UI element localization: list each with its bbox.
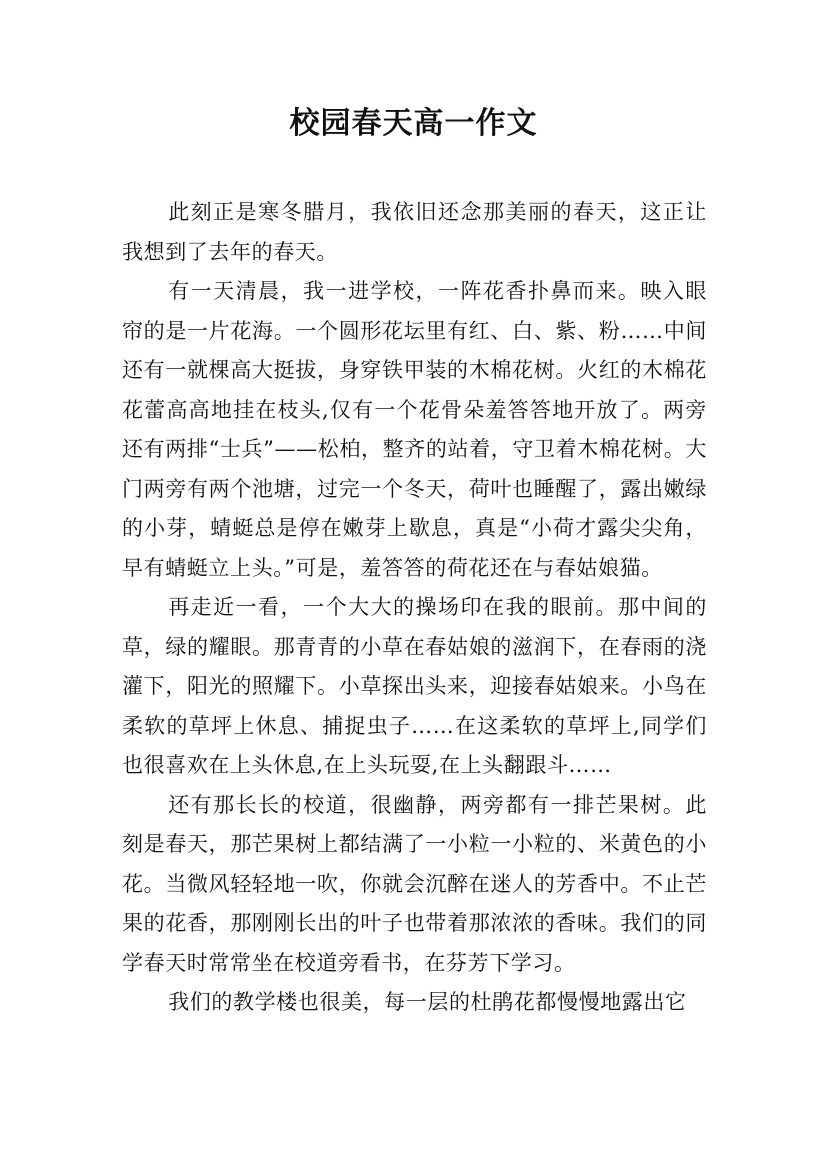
paragraph-1: 此刻正是寒冬腊月，我依旧还念那美丽的春天，这正让我想到了去年的春天。 [122, 200, 707, 264]
paragraph-5: 我们的教学楼也很美，每一层的杜鹃花都慢慢地露出它 [168, 990, 687, 1014]
document-body [122, 193, 707, 1023]
document-title: 校园春天高一作文 [289, 106, 538, 141]
paragraph-3: 再走近一看，一个大大的操场印在我的眼前。那中间的草，绿的耀眼。那青青的小草在春姑娘的滋润下，在春雨的浇灌下，阳光的照耀下。小草探出头来，迎接春姑娘来。小鸟在柔软的草坪上休息、捕捉虫子……在这柔软的草坪上,同学们也很喜欢在上头休息,在上头玩耍,在上头翻跟斗…… [122, 595, 707, 777]
paragraph-2: 有一天清晨，我一进学校，一阵花香扑鼻而来。映入眼帘的是一片花海。一个圆形花坛里有红、白、紫、粉……中间还有一就棵高大挺拔，身穿铁甲装的木棉花树。火红的木棉花花蕾高高地挂在枝头,仅有一个花骨朵羞答答地开放了。两旁还有两排“士兵”——松柏，整齐的站着，守卫着木棉花树。大门两旁有两个池塘，过完一个冬天，荷叶也睡醒了，露出嫩绿的小芽，蜻蜓总是停在嫩芽上歇息，真是“小荷才露尖尖角，早有蜻蜓立上头。”可是，羞答答的荷花还在与春姑娘猫。 [122, 279, 707, 580]
paragraph-4: 还有那长长的校道，很幽静，两旁都有一排芒果树。此刻是春天，那芒果树上都结满了一小粒一小粒的、米黄色的小花。当微风轻轻地一吹，你就会沉醉在迷人的芳香中。不止芒果的花香，那刚刚长出的叶子也带着那浓浓的香味。我们的同学春天时常常坐在校道旁看书，在芬芳下学习。 [122, 792, 707, 975]
